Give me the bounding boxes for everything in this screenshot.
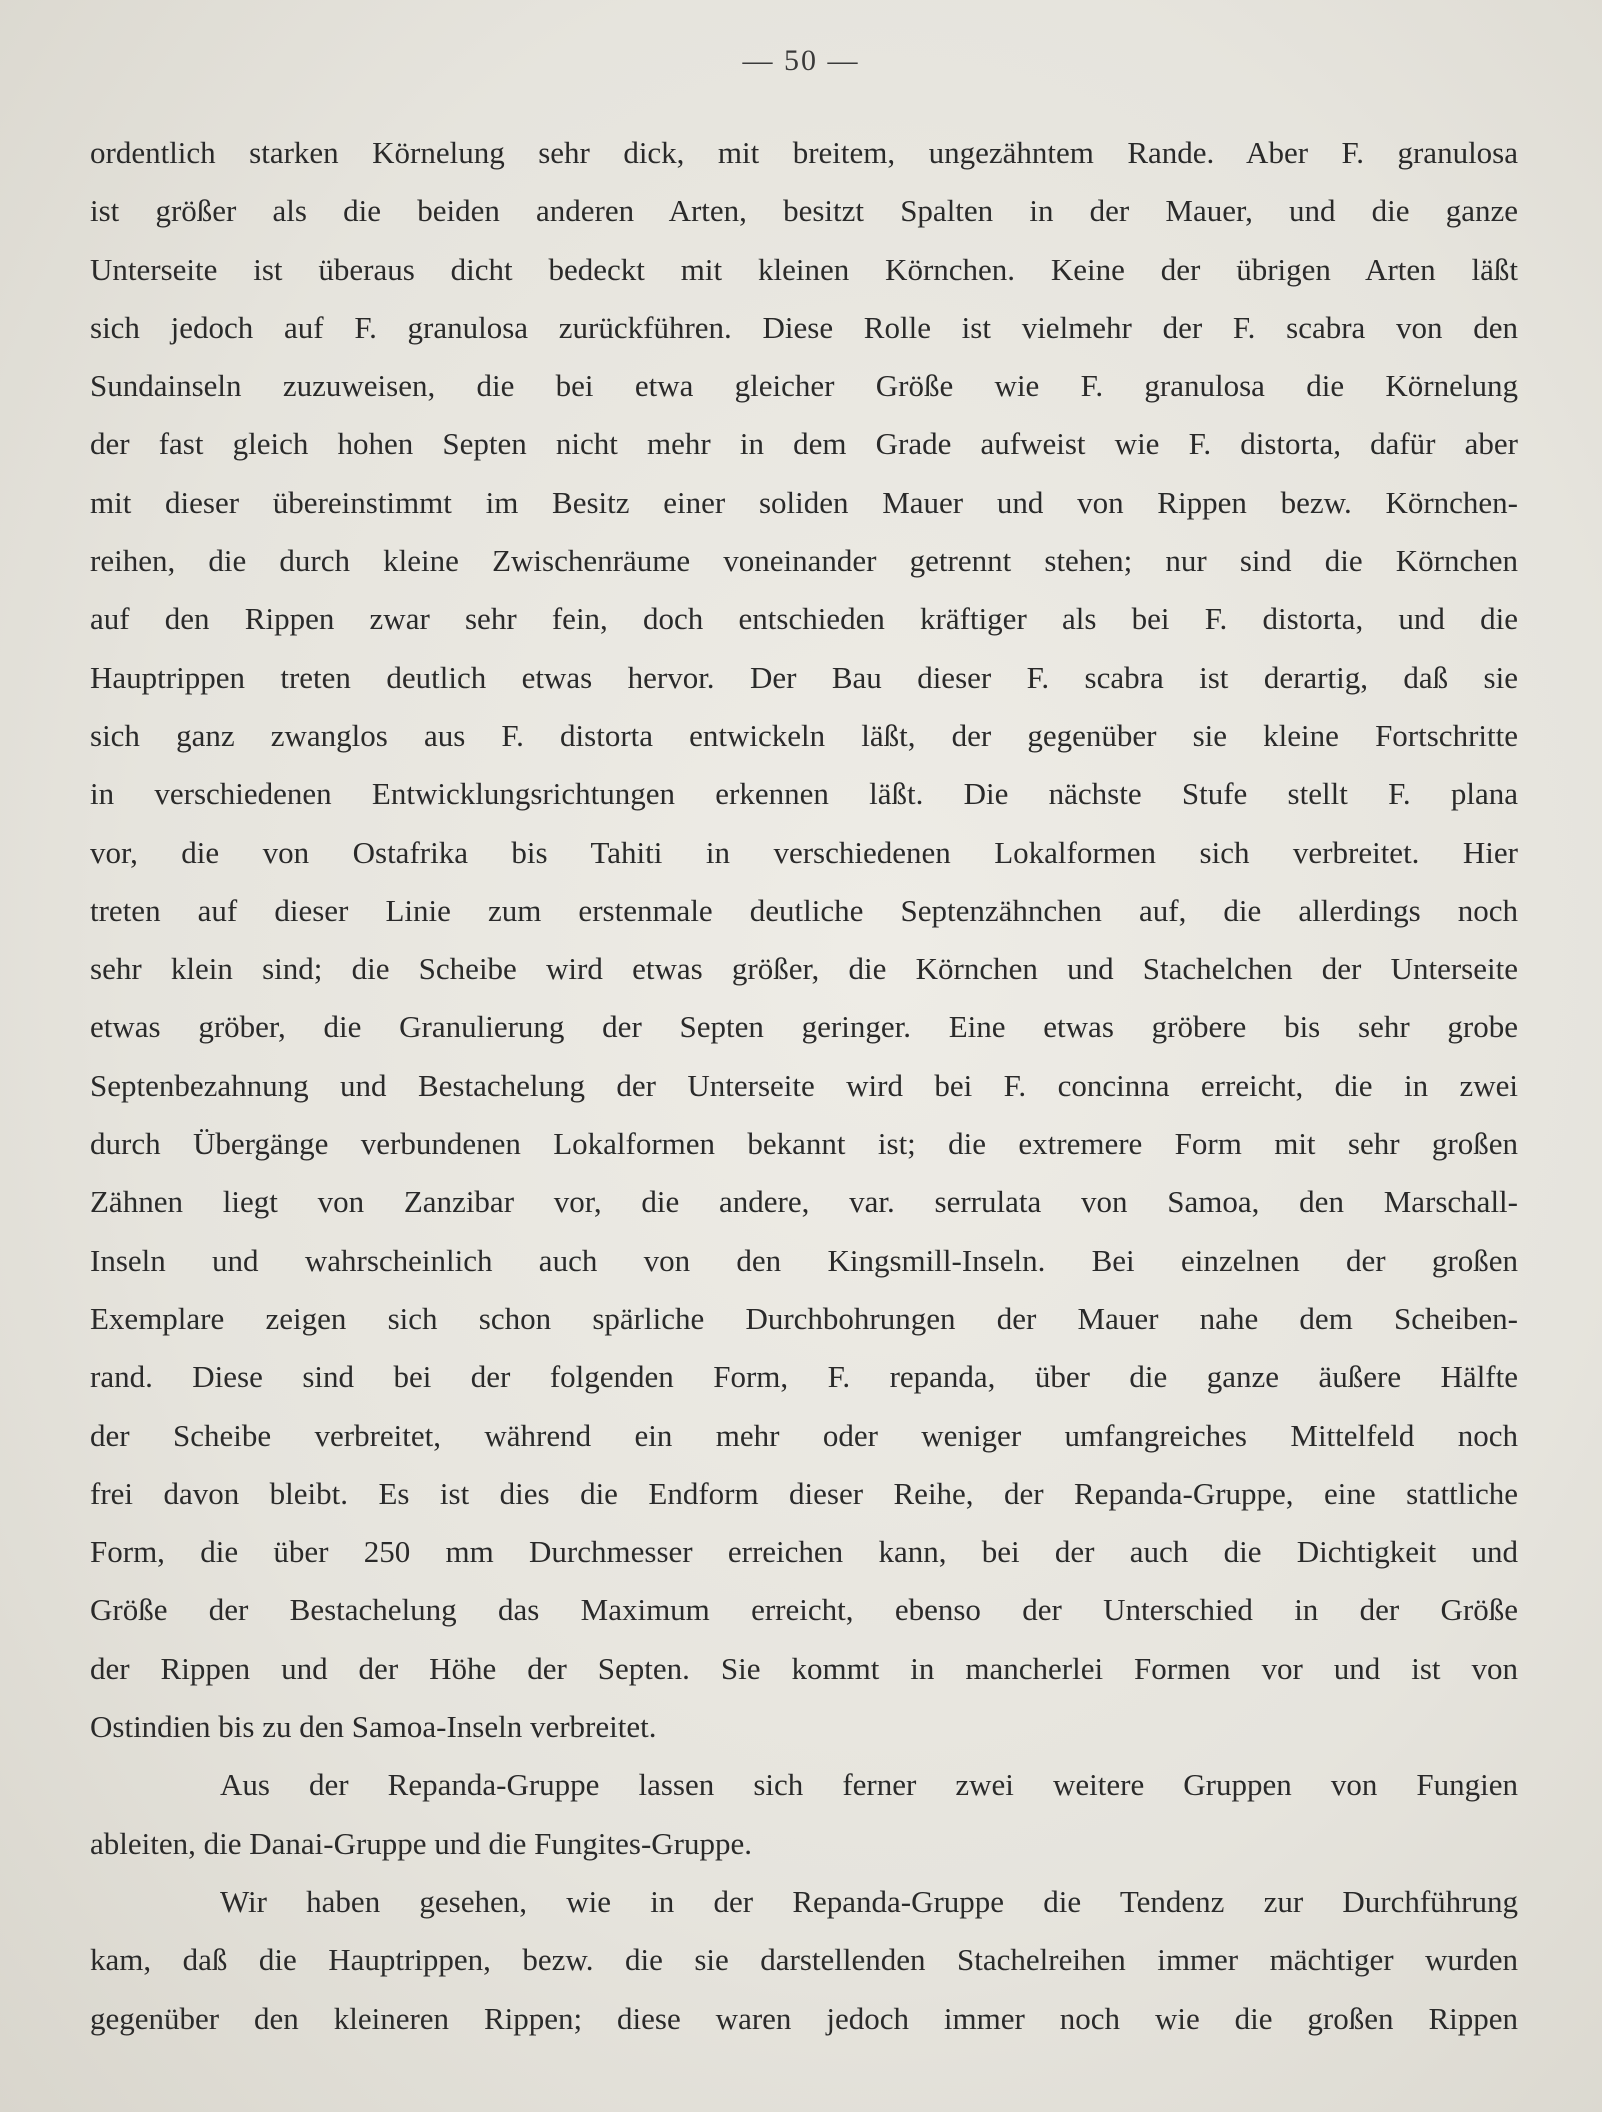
paragraph-1 <box>90 124 1518 1756</box>
text-line: etwas gröber, die Granulierung der Septen geringer. Eine etwas gröbere bis sehr grobe <box>90 1009 1518 1045</box>
text-line: ist größer als die beiden anderen Arten, besitzt Spalten in der Mauer, und die ganze <box>90 193 1518 229</box>
text-line: reihen, die durch kleine Zwischenräume voneinander getrennt stehen; nur sind die Körnchen <box>90 543 1518 579</box>
text-line: treten auf dieser Linie zum erstenmale deutliche Septenzähnchen auf, die allerdings noch <box>90 892 1518 928</box>
text-line: Sundainseln zuzuweisen, die bei etwa gleicher Größe wie F. granulosa die Körnelung <box>90 368 1518 404</box>
text-line: Größe der Bestachelung das Maximum erreicht, ebenso der Unterschied in der Größe <box>90 1592 1518 1628</box>
text-line: der fast gleich hohen Septen nicht mehr in dem Grade aufweist wie F. distorta, dafür aber <box>90 426 1518 462</box>
text-line: mit dieser übereinstimmt im Besitz einer soliden Mauer und von Rippen bezw. Körnchen- <box>90 484 1518 520</box>
page-number: — 50 — <box>742 44 860 77</box>
text-line: sehr klein sind; die Scheibe wird etwas größer, die Körnchen und Stachelchen der Unterseite <box>90 951 1518 987</box>
text-line: vor, die von Ostafrika bis Tahiti in verschiedenen Lokalformen sich verbreitet. Hier <box>90 834 1518 870</box>
text-line: Exemplare zeigen sich schon spärliche Durchbohrungen der Mauer nahe dem Scheiben- <box>90 1300 1518 1336</box>
paragraph-3 <box>90 1873 1518 2048</box>
text-line: Zähnen liegt von Zanzibar vor, die andere, var. serrulata von Samoa, den Marschall- <box>90 1184 1518 1220</box>
text-line: Aus der Repanda-Gruppe lassen sich ferner zwei weitere Gruppen von Fungien <box>220 1767 1518 1803</box>
text-line: ordentlich starken Körnelung sehr dick, mit breitem, ungezähntem Rande. Aber F. granulosa <box>90 135 1518 170</box>
text-line: rand. Diese sind bei der folgenden Form, F. repanda, über die ganze äußere Hälfte <box>90 1359 1518 1395</box>
text-line: Unterseite ist überaus dicht bedeckt mit kleinen Körnchen. Keine der übrigen Arten läßt <box>90 251 1518 287</box>
text-line: Wir haben gesehen, wie in der Repanda-Gruppe die Tendenz zur Durchführung <box>220 1883 1518 1919</box>
text-line: frei davon bleibt. Es ist dies die Endform dieser Reihe, der Repanda-Gruppe, eine stattliche <box>90 1475 1518 1511</box>
text-line: der Rippen und der Höhe der Septen. Sie kommt in mancherlei Formen vor und ist von <box>90 1650 1518 1686</box>
text-line: auf den Rippen zwar sehr fein, doch entschieden kräftiger als bei F. distorta, und die <box>90 601 1518 637</box>
body-text <box>90 124 1518 2048</box>
text-line: gegenüber den kleineren Rippen; diese waren jedoch immer noch wie die großen Rippen <box>90 2000 1518 2036</box>
text-line: durch Übergänge verbundenen Lokalformen bekannt ist; die extremere Form mit sehr großen <box>90 1126 1518 1162</box>
text-line: sich jedoch auf F. granulosa zurückführen. Diese Rolle ist vielmehr der F. scabra von den <box>90 309 1518 345</box>
text-line: kam, daß die Hauptrippen, bezw. die sie darstellenden Stachelreihen immer mächtiger wurden <box>90 1942 1518 1978</box>
text-line: Inseln und wahrscheinlich auch von den Kingsmill-Inseln. Bei einzelnen der großen <box>90 1242 1518 1278</box>
text-line: in verschiedenen Entwicklungsrichtungen erkennen läßt. Die nächste Stufe stellt F. plana <box>90 776 1518 812</box>
text-line: der Scheibe verbreitet, während ein mehr oder weniger umfangreiches Mittelfeld noch <box>90 1417 1518 1453</box>
paragraph-2 <box>90 1756 1518 1873</box>
text-line: Form, die über 250 mm Durchmesser erreichen kann, bei der auch die Dichtigkeit und <box>90 1534 1518 1570</box>
text-line: Hauptrippen treten deutlich etwas hervor. Der Bau dieser F. scabra ist derartig, daß sie <box>90 659 1518 695</box>
text-line: ableiten, die Danai-Gruppe und die Fungites-Gruppe. <box>90 1825 753 1861</box>
text-line: sich ganz zwanglos aus F. distorta entwickeln läßt, der gegenüber sie kleine Fortschritte <box>90 717 1518 753</box>
text-line: Ostindien bis zu den Samoa-Inseln verbreitet. <box>90 1709 657 1745</box>
text-line: Septenbezahnung und Bestachelung der Unterseite wird bei F. concinna erreicht, die in zwei <box>90 1067 1518 1103</box>
